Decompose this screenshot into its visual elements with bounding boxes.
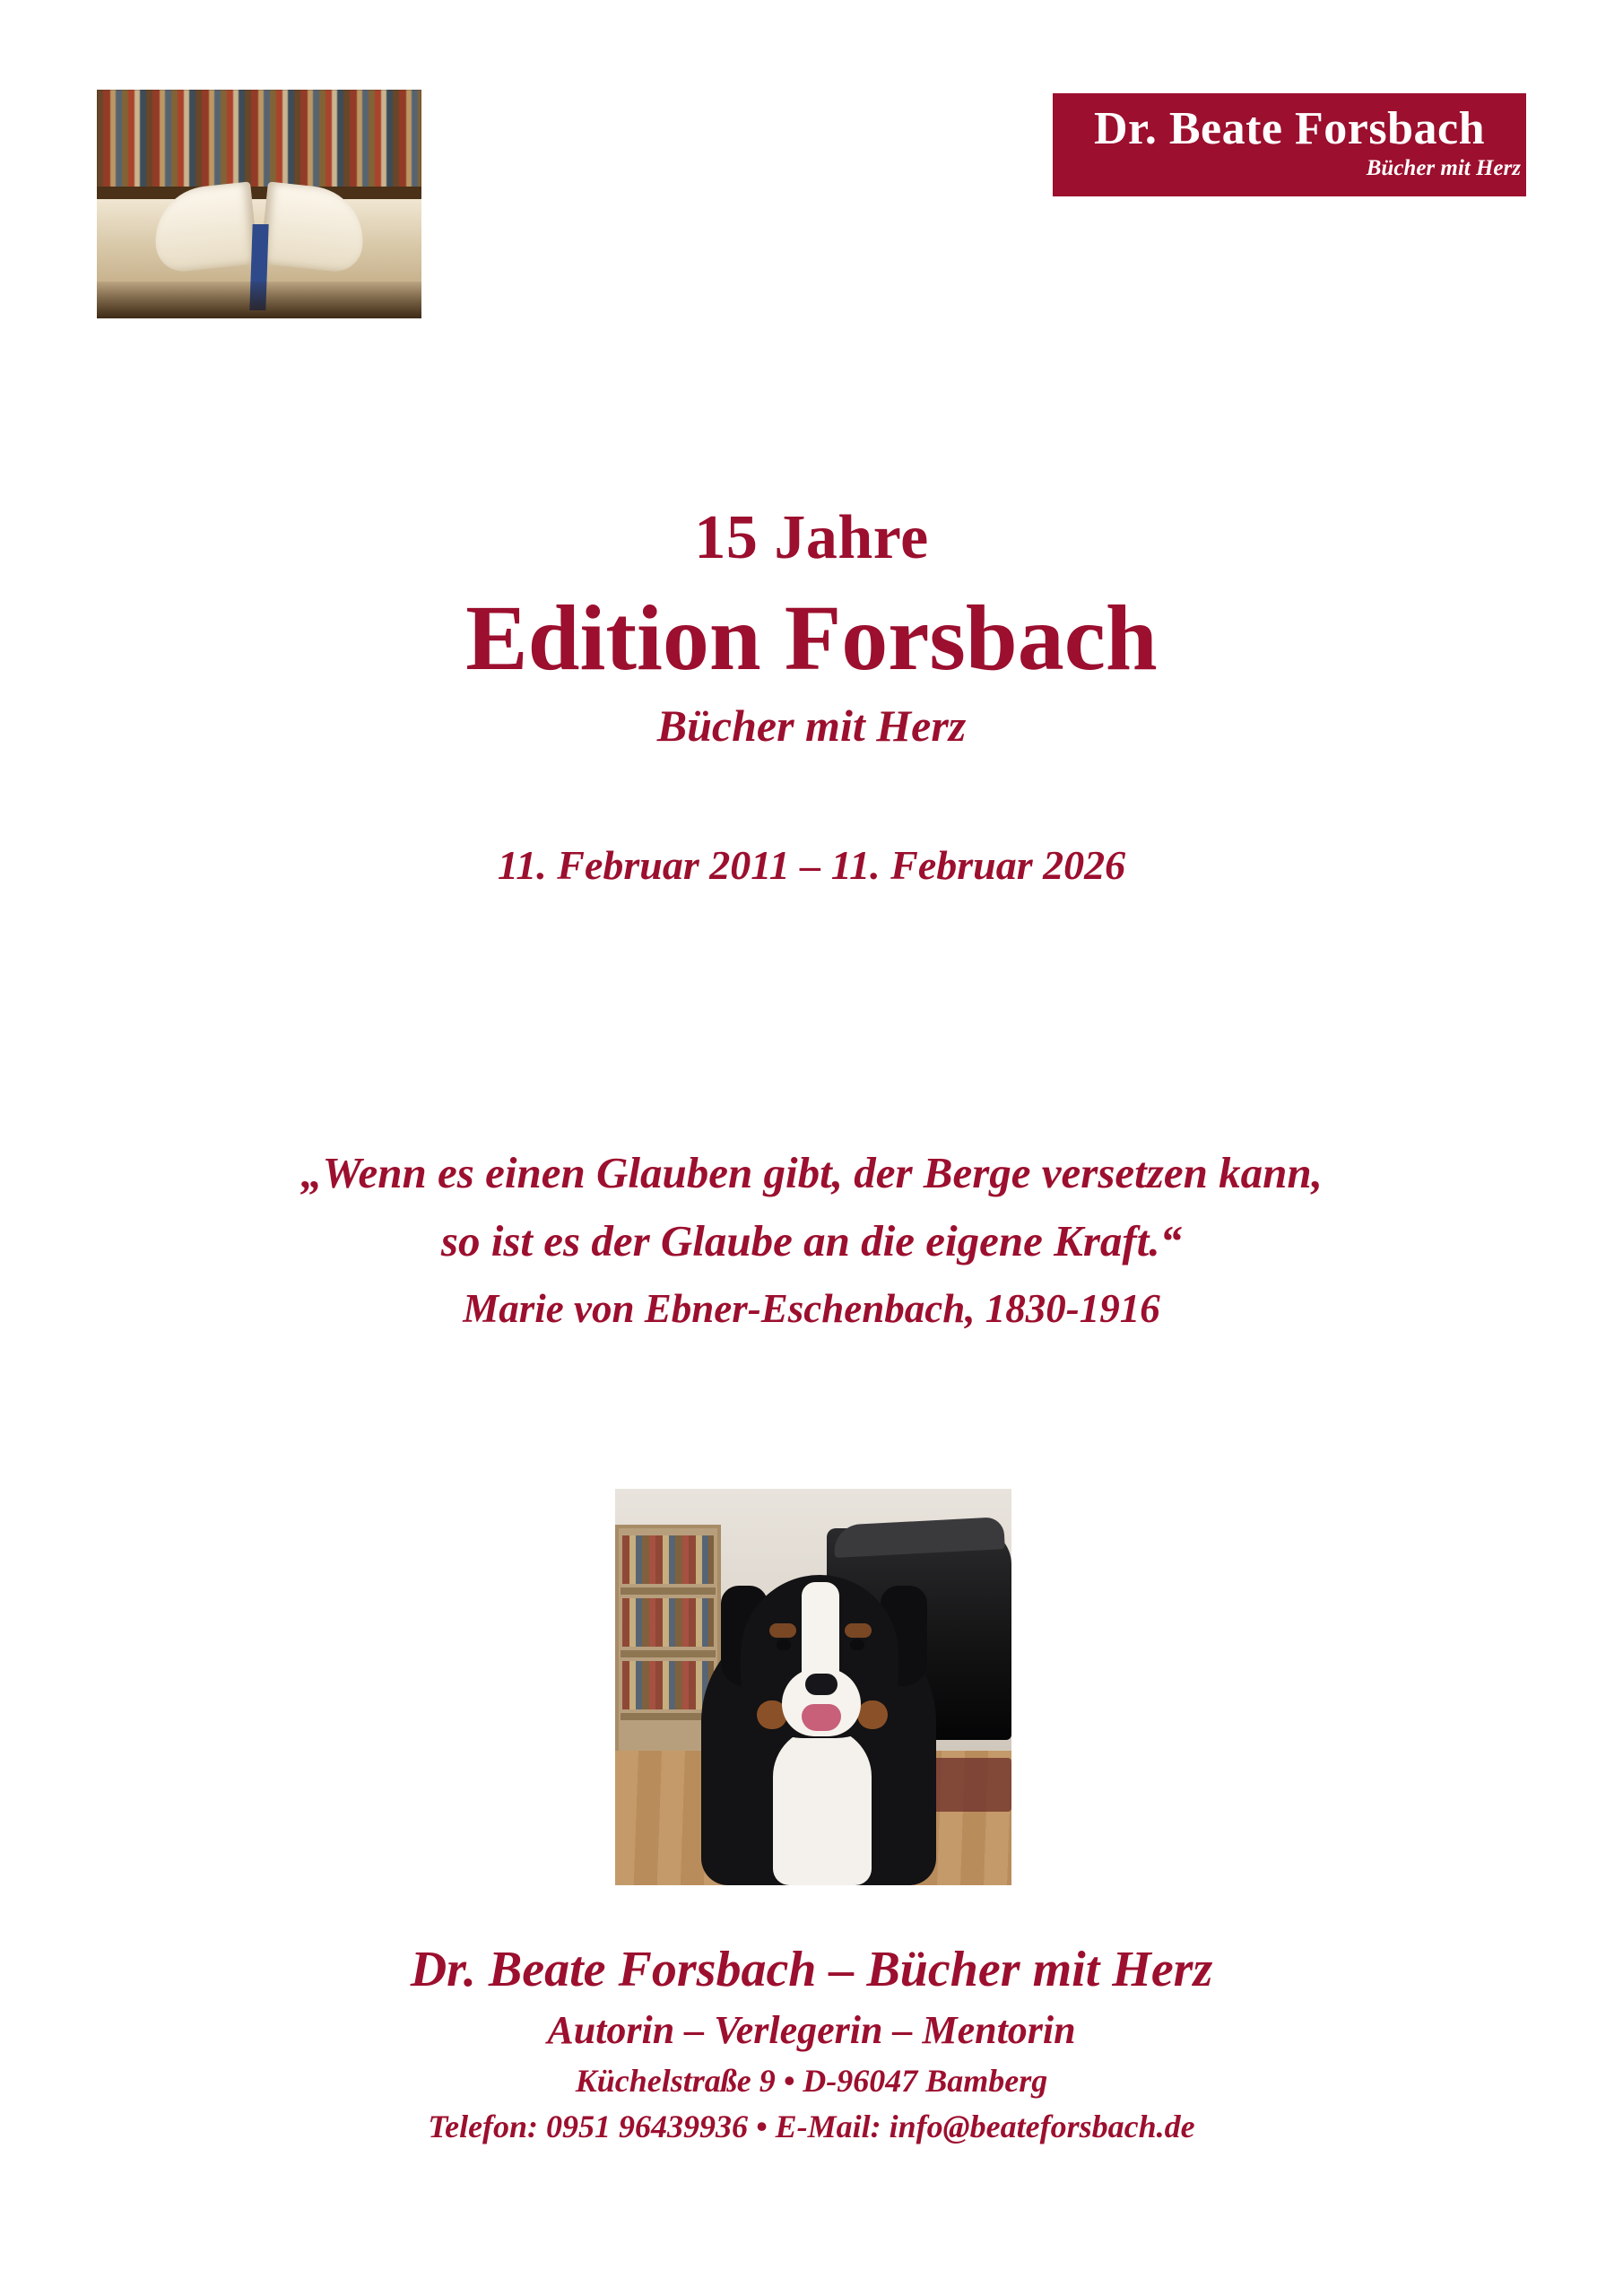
footer-block [0,1937,1623,2148]
date-range: 11. Februar 2011 – 11. Februar 2026 [497,842,1126,889]
dog-eye-left [777,1639,791,1650]
page-title: Edition Forsbach [465,586,1158,690]
brand-badge [1053,93,1526,196]
footer-contact: Telefon: 0951 96439936 • E-Mail: info@beateforsbach.de [428,2108,1195,2144]
quote-line-1: „Wenn es einen Glauben gibt, der Berge versetzen kann, [300,1148,1323,1197]
quote-line-2: so ist es der Glaube an die eigene Kraft.“ [440,1215,1183,1265]
page-subtitle: Bücher mit Herz [656,700,967,752]
footer-address: Küchelstraße 9 • D-96047 Bamberg [575,2062,1048,2099]
dog-photo [615,1489,1011,1885]
dog-cheek-right [857,1700,888,1729]
title-block [0,502,1623,890]
footer-name: Dr. Beate Forsbach – Bücher mit Herz [410,1942,1213,1997]
photo-books-row-2 [622,1598,714,1647]
footer-roles: Autorin – Verlegerin – Mentorin [547,2007,1076,2052]
brand-name: Dr. Beate Forsbach [1093,103,1486,154]
brand-tagline: Bücher mit Herz [1366,156,1521,181]
photo-books-row-1 [622,1535,714,1584]
open-book-heart-image [97,90,421,318]
photo-books-row-3 [622,1661,714,1709]
photo-shelf-board-1 [621,1587,716,1595]
dog-eye-right [850,1639,864,1650]
dog-brow-left [769,1623,796,1638]
book-shadow [97,282,421,318]
dog-tongue [802,1704,841,1731]
quote-author: Marie von Ebner-Eschenbach, 1830-1916 [463,1285,1160,1331]
photo-shelf-board-2 [621,1650,716,1657]
dog-brow-right [845,1623,872,1638]
anniversary-years: 15 Jahre [694,503,929,572]
dog-chest [773,1727,872,1885]
quote-block [0,1139,1623,1339]
dog-nose [805,1674,838,1695]
